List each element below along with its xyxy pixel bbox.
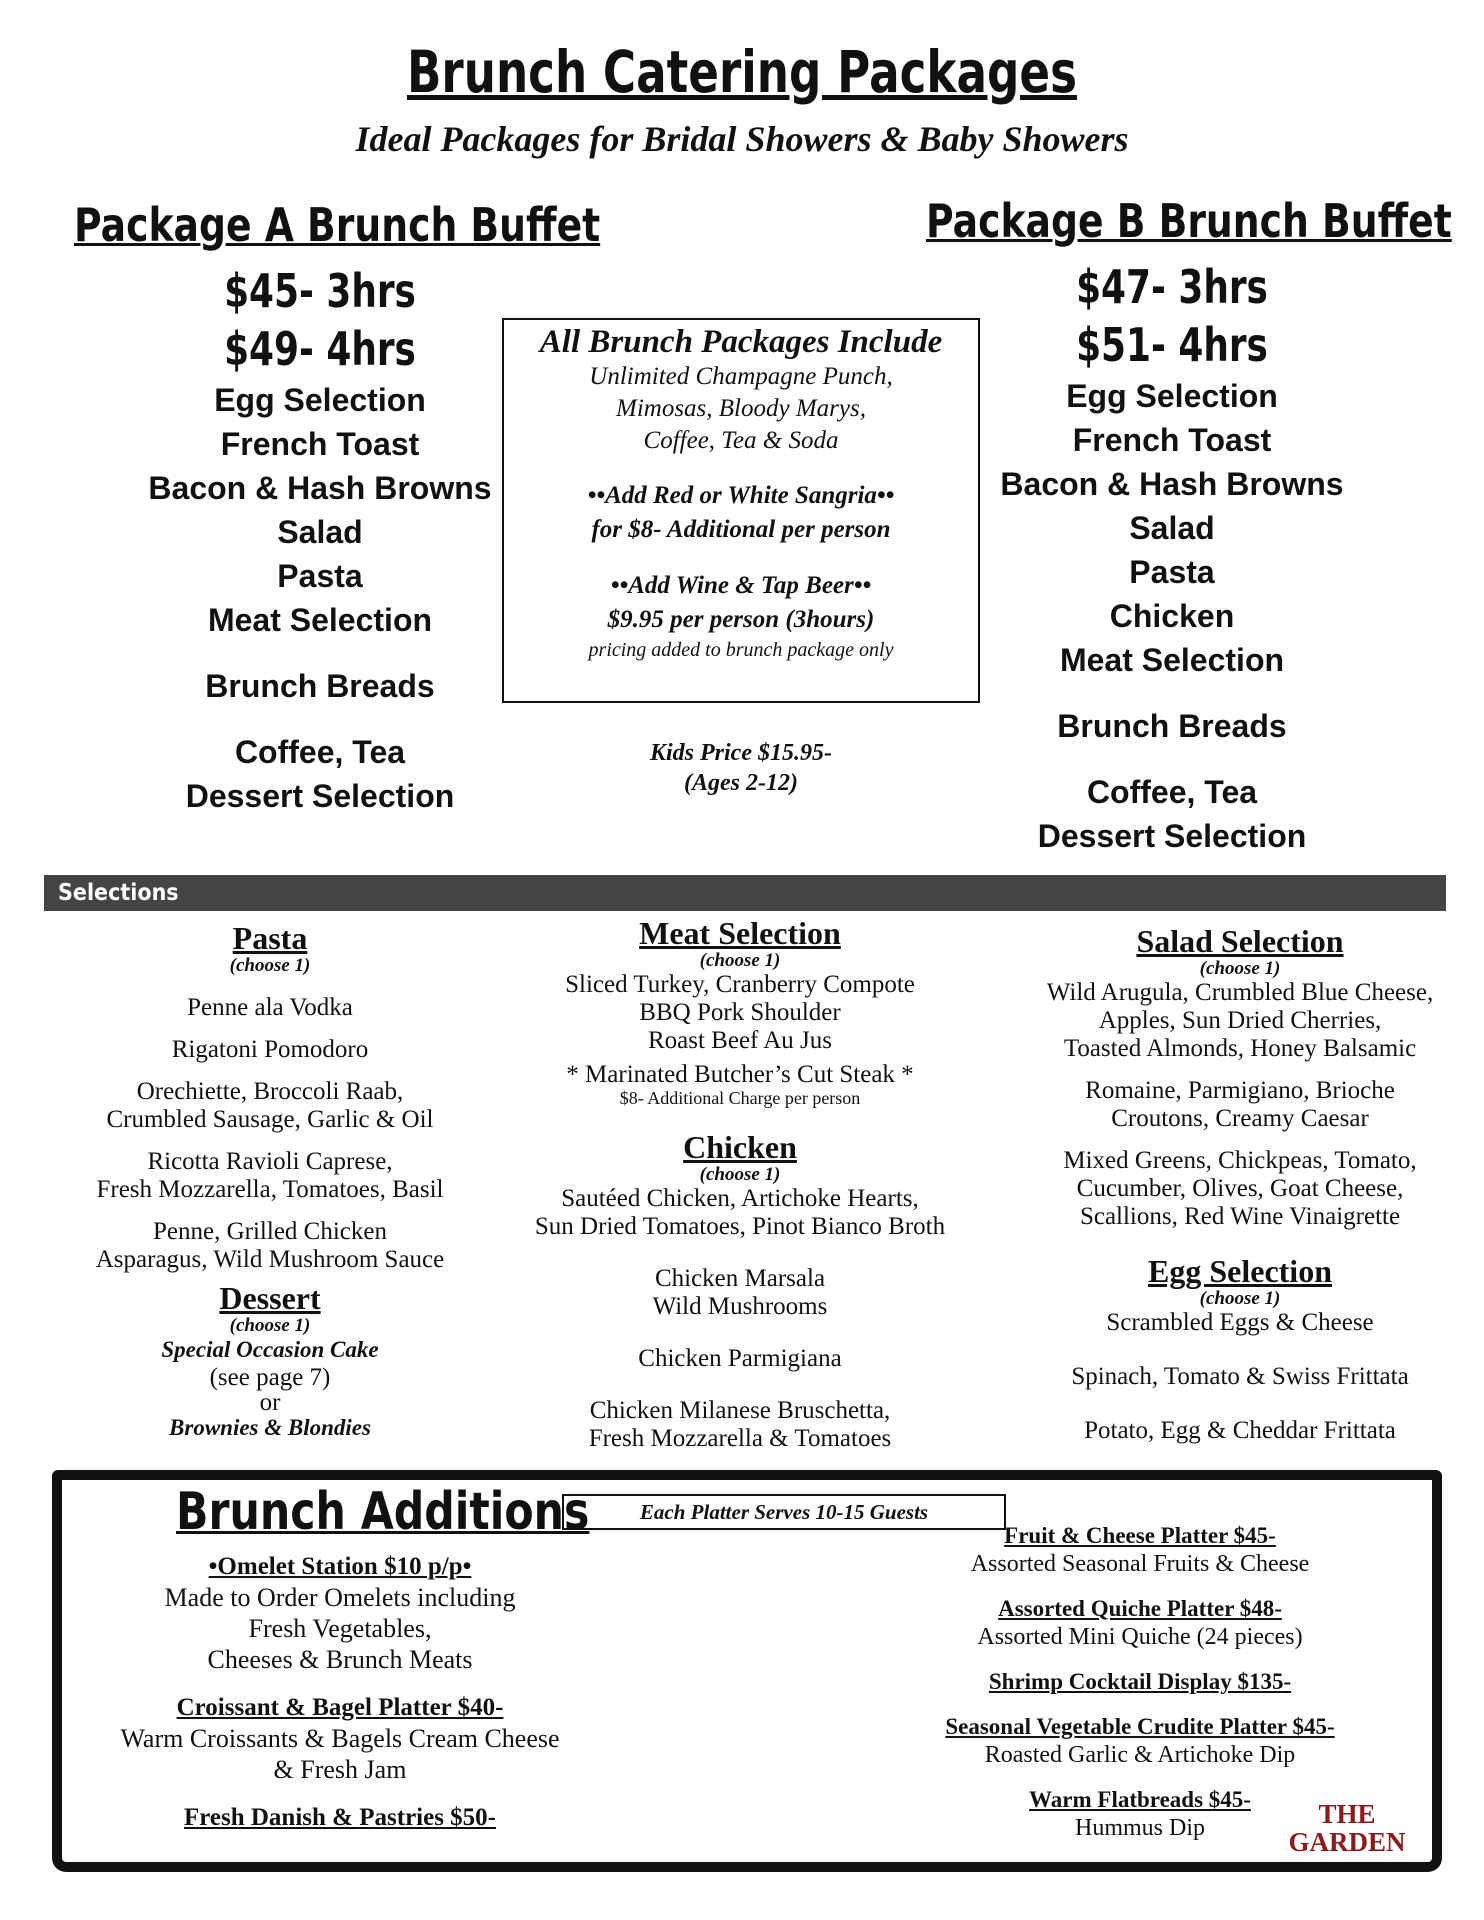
- pasta-choose: (choose 1): [229, 955, 311, 976]
- package-a-item: French Toast: [220, 426, 420, 462]
- pasta-option: Rigatoni Pomodoro: [171, 1036, 369, 1063]
- danish-title: Fresh Danish & Pastries $50-: [183, 1804, 497, 1831]
- fruit-desc: Assorted Seasonal Fruits & Cheese: [970, 1551, 1310, 1577]
- package-a-item: Salad: [277, 514, 363, 550]
- quiche-title: Assorted Quiche Platter $48-: [998, 1596, 1282, 1621]
- meat-option: Roast Beef Au Jus: [647, 1027, 833, 1054]
- veg-title: Seasonal Vegetable Crudite Platter $45-: [945, 1714, 1335, 1739]
- sangria-price: for $8- Additional per person: [591, 516, 891, 543]
- salad-choose: (choose 1): [1199, 958, 1281, 979]
- chicken-option: Chicken Milanese Bruschetta,: [589, 1397, 891, 1424]
- chicken-option: Wild Mushrooms: [652, 1293, 828, 1320]
- meat-steak-note: $8- Additional Charge per person: [619, 1088, 861, 1108]
- chicken-title: Chicken: [683, 1129, 797, 1165]
- wine-price: $9.95 per person (3hours): [607, 606, 875, 633]
- package-a-item: Meat Selection: [207, 602, 433, 638]
- additions-left: [70, 1552, 610, 1833]
- shrimp-title: Shrimp Cocktail Display $135-: [988, 1669, 1292, 1694]
- omelet-line: Made to Order Omelets including: [164, 1583, 516, 1612]
- pasta-title: Pasta: [232, 920, 308, 956]
- salad-option: Apples, Sun Dried Cherries,: [1098, 1007, 1382, 1034]
- platter-note: Each Platter Serves 10-15 Guests: [562, 1494, 1006, 1530]
- includes-line: Unlimited Champagne Punch,: [589, 363, 893, 390]
- fruit-title: Fruit & Cheese Platter $45-: [1004, 1523, 1276, 1548]
- croissant-line: & Fresh Jam: [273, 1755, 407, 1784]
- veg-desc: Roasted Garlic & Artichoke Dip: [984, 1742, 1296, 1768]
- chicken-option: Sun Dried Tomatoes, Pinot Bianco Broth: [534, 1213, 946, 1240]
- package-b-item: Bacon & Hash Browns: [1000, 466, 1344, 502]
- salad-option: Wild Arugula, Crumbled Blue Cheese,: [1046, 979, 1434, 1006]
- meat-title: Meat Selection: [639, 915, 841, 951]
- pasta-option: Fresh Mozzarella, Tomatoes, Basil: [96, 1176, 444, 1203]
- meat-choose: (choose 1): [699, 950, 781, 971]
- croissant-line: Warm Croissants & Bagels Cream Cheese: [120, 1724, 560, 1753]
- pasta-option: Penne ala Vodka: [187, 994, 353, 1021]
- chicken-choose: (choose 1): [699, 1164, 781, 1185]
- package-b-price-3hr: $47- 3hrs: [1076, 260, 1268, 314]
- egg-title: Egg Selection: [1148, 1253, 1332, 1289]
- pasta-option: Penne, Grilled Chicken: [153, 1218, 387, 1245]
- logo-line: THE: [1318, 1799, 1376, 1829]
- includes-note: pricing added to brunch package only: [588, 639, 894, 661]
- salad-option: Romaine, Parmigiano, Brioche: [1085, 1077, 1395, 1104]
- package-a-drinks: Coffee, Tea: [234, 734, 406, 770]
- omelet-title: •Omelet Station $10 p/p•: [208, 1553, 472, 1580]
- wine-addon: ••Add Wine & Tap Beer••: [610, 572, 872, 599]
- dessert-choose: (choose 1): [229, 1315, 311, 1336]
- pasta-option: Asparagus, Wild Mushroom Sauce: [95, 1246, 445, 1273]
- package-b-item: French Toast: [1072, 422, 1272, 458]
- kids-price-text: Kids Price $15.95-: [650, 740, 832, 766]
- egg-option: Potato, Egg & Cheddar Frittata: [1084, 1417, 1396, 1444]
- selections-bar: [44, 875, 1446, 911]
- omelet-line: Cheeses & Brunch Meats: [207, 1645, 473, 1674]
- kids-price: [502, 738, 980, 798]
- meat-steak: * Marinated Butcher’s Cut Steak *: [566, 1061, 914, 1088]
- package-a-price-4hr: $49- 4hrs: [224, 322, 416, 376]
- additions-right: [880, 1522, 1400, 1842]
- quiche-desc: Assorted Mini Quiche (24 pieces): [977, 1624, 1303, 1650]
- includes-box: [502, 318, 980, 703]
- dessert-title: Dessert: [219, 1280, 321, 1316]
- package-b-drinks: Coffee, Tea: [1086, 774, 1258, 810]
- dessert-or: or: [259, 1389, 281, 1416]
- includes-line: Coffee, Tea & Soda: [643, 427, 839, 454]
- package-b-item: Salad: [1129, 510, 1215, 546]
- package-b-dessert: Dessert Selection: [1037, 818, 1307, 854]
- salad-title: Salad Selection: [1136, 923, 1344, 959]
- dessert-see: (see page 7): [209, 1364, 331, 1391]
- chicken-option: Sautéed Chicken, Artichoke Hearts,: [561, 1185, 919, 1212]
- meat-option: BBQ Pork Shoulder: [639, 999, 841, 1026]
- package-a-breads: Brunch Breads: [205, 668, 435, 704]
- package-b-price-4hr: $51- 4hrs: [1076, 318, 1268, 372]
- package-b-item: Meat Selection: [1059, 642, 1285, 678]
- flatbread-desc: Hummus Dip: [1074, 1815, 1205, 1841]
- package-b-item: Pasta: [1129, 554, 1215, 590]
- salad-option: Scallions, Red Wine Vinaigrette: [1079, 1203, 1401, 1230]
- pasta-option: Ricotta Ravioli Caprese,: [147, 1148, 393, 1175]
- package-b-item: Chicken: [1109, 598, 1235, 634]
- package-a-title: Package A Brunch Buffet: [74, 198, 601, 252]
- salad-option: Toasted Almonds, Honey Balsamic: [1063, 1035, 1417, 1062]
- meat-column: [495, 915, 985, 1453]
- package-b-item: Egg Selection: [1066, 378, 1278, 414]
- page-subtitle: Ideal Packages for Bridal Showers & Baby Showers: [355, 119, 1129, 159]
- salad-option: Croutons, Creamy Caesar: [1111, 1105, 1369, 1132]
- salad-column: [1010, 923, 1470, 1445]
- package-a-item: Pasta: [277, 558, 363, 594]
- includes-title: All Brunch Packages Include: [539, 324, 943, 360]
- package-a-dessert: Dessert Selection: [185, 778, 455, 814]
- package-b-breads: Brunch Breads: [1057, 708, 1287, 744]
- chicken-option: Fresh Mozzarella & Tomatoes: [588, 1425, 892, 1452]
- croissant-title: Croissant & Bagel Platter $40-: [176, 1694, 504, 1721]
- egg-option: Scrambled Eggs & Cheese: [1106, 1309, 1374, 1336]
- package-b-title: Package B Brunch Buffet: [926, 194, 1452, 248]
- package-a-price-3hr: $45- 3hrs: [224, 264, 416, 318]
- flatbread-title: Warm Flatbreads $45-: [1029, 1787, 1251, 1812]
- additions-title: Brunch Additions: [176, 1482, 590, 1542]
- logo-line: GARDEN: [1288, 1827, 1406, 1857]
- salad-option: Mixed Greens, Chickpeas, Tomato,: [1063, 1147, 1417, 1174]
- chicken-option: Chicken Parmigiana: [638, 1345, 842, 1372]
- dessert-cake: Special Occasion Cake: [161, 1337, 379, 1362]
- salad-option: Cucumber, Olives, Goat Cheese,: [1076, 1175, 1404, 1202]
- sangria-addon: ••Add Red or White Sangria••: [587, 482, 895, 509]
- kids-ages: (Ages 2-12): [684, 770, 798, 796]
- pasta-column: [40, 920, 500, 1442]
- pasta-option: Crumbled Sausage, Garlic & Oil: [106, 1106, 434, 1133]
- meat-option: Sliced Turkey, Cranberry Compote: [565, 971, 915, 998]
- includes-line: Mimosas, Bloody Marys,: [616, 395, 866, 422]
- egg-option: Spinach, Tomato & Swiss Frittata: [1071, 1363, 1409, 1390]
- egg-choose: (choose 1): [1199, 1288, 1281, 1309]
- package-a-item: Bacon & Hash Browns: [148, 470, 492, 506]
- selections-label: Selections: [58, 880, 179, 906]
- pasta-option: Orechiette, Broccoli Raab,: [136, 1078, 404, 1105]
- omelet-line: Fresh Vegetables,: [248, 1614, 432, 1643]
- page-title: Brunch Catering Packages: [406, 38, 1078, 106]
- garden-logo: [1272, 1800, 1422, 1856]
- chicken-option: Chicken Marsala: [654, 1265, 826, 1292]
- package-a-item: Egg Selection: [214, 382, 426, 418]
- dessert-brownies: Brownies & Blondies: [169, 1415, 371, 1440]
